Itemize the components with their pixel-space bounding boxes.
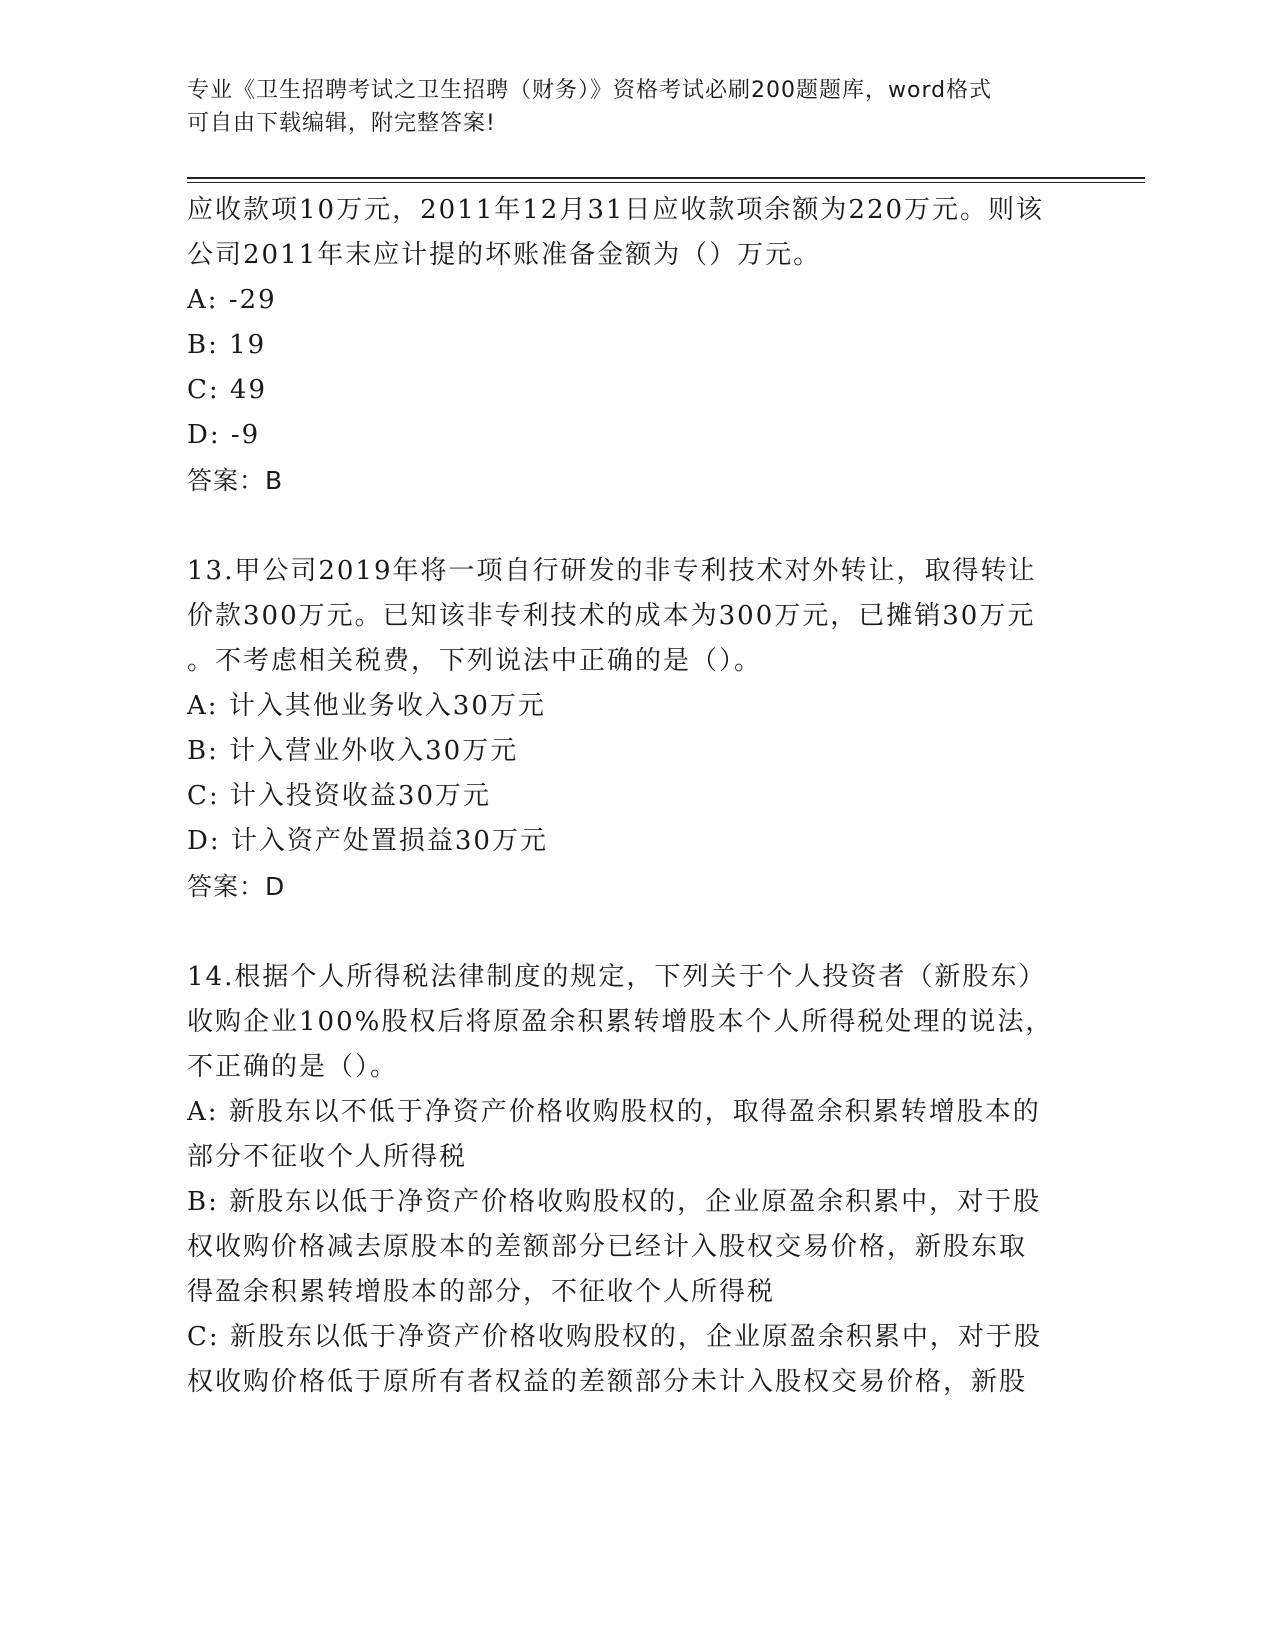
question-13-option-d: D: 计入资产处置损益30万元	[187, 826, 548, 856]
question-12-stem-line-1: 应收款项10万元，2011年12月31日应收款项余额为220万元。则该	[187, 195, 1045, 225]
question-14-option-b-line-2: 权收购价格减去原股本的差额部分已经计入股权交易价格，新股东取	[187, 1232, 1028, 1262]
question-13-stem-line-1: 13.甲公司2019年将一项自行研发的非专利技术对外转让，取得转让	[187, 556, 1037, 586]
question-13-stem-line-2: 价款300万元。已知该非专利技术的成本为300万元，已摊销30万元	[187, 601, 1036, 631]
question-13-stem-line-3: 。不考虑相关税费，下列说法中正确的是（）。	[187, 646, 763, 676]
question-body	[187, 188, 1087, 1405]
question-14-option-a-line-1: A: 新股东以不低于净资产价格收购股权的，取得盈余积累转增股本的	[187, 1097, 1041, 1127]
question-13-option-a: A: 计入其他业务收入30万元	[187, 691, 546, 721]
question-14	[187, 955, 1087, 1405]
header-title-line-1: 专业《卫生招聘考试之卫生招聘（财务）》资格考试必刷200题题库，word格式	[187, 78, 993, 103]
question-14-option-c-line-1: C: 新股东以低于净资产价格收购股权的，企业原盈余积累中，对于股	[187, 1322, 1042, 1352]
header-divider-thick	[187, 177, 1145, 179]
question-14-option-a-line-2: 部分不征收个人所得税	[187, 1142, 468, 1172]
question-spacer	[187, 909, 1087, 955]
page-header	[187, 74, 1087, 140]
question-13-option-c: C: 计入投资收益30万元	[187, 781, 492, 811]
question-14-stem-line-3: 不正确的是（）。	[187, 1052, 399, 1082]
question-14-option-b-line-3: 得盈余积累转增股本的部分，不征收个人所得税	[187, 1277, 776, 1307]
question-13-option-b: B: 计入营业外收入30万元	[187, 736, 519, 766]
question-14-stem-line-1: 14.根据个人所得税法律制度的规定，下列关于个人投资者（新股东）	[187, 962, 1047, 992]
question-14-stem-line-2: 收购企业100%股权后将原盈余积累转增股本个人所得税处理的说法，	[187, 1007, 1054, 1037]
question-12-option-d: D: -9	[187, 420, 261, 450]
question-12-stem-line-2: 公司2011年末应计提的坏账准备金额为（）万元。	[187, 240, 822, 270]
question-13-answer: 答案：D	[187, 872, 286, 901]
question-12-answer: 答案：B	[187, 466, 284, 495]
question-spacer	[187, 503, 1087, 549]
question-13	[187, 549, 1087, 909]
question-12-option-c: C: 49	[187, 375, 268, 405]
question-12	[187, 188, 1087, 503]
header-divider-thin	[187, 182, 1145, 183]
header-title-line-2: 可自由下载编辑，附完整答案!	[187, 111, 496, 136]
question-14-option-b-line-1: B: 新股东以低于净资产价格收购股权的，企业原盈余积累中，对于股	[187, 1187, 1042, 1217]
question-14-option-c-line-2: 权收购价格低于原所有者权益的差额部分未计入股权交易价格，新股	[187, 1367, 1028, 1397]
question-12-option-a: A: -29	[187, 285, 277, 315]
question-12-option-b: B: 19	[187, 330, 267, 360]
